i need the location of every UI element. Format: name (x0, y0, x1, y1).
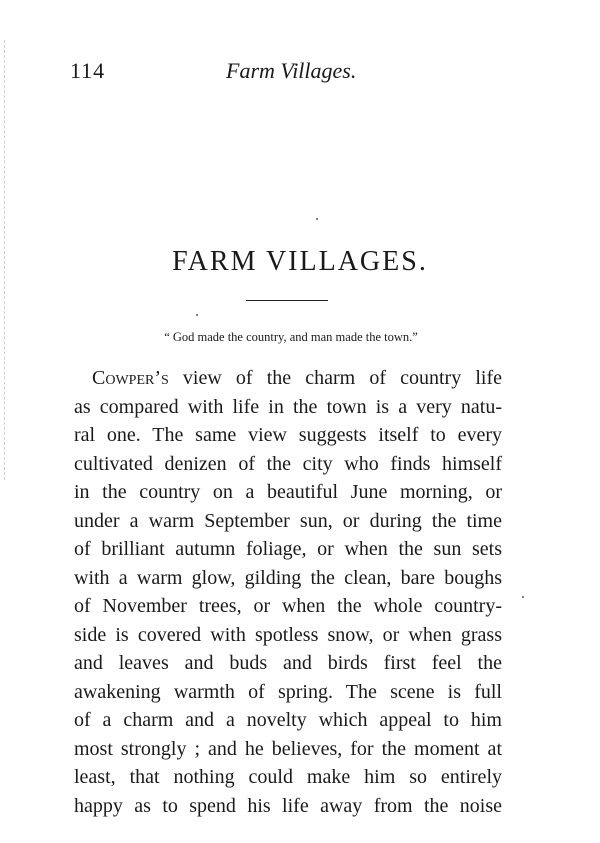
title-divider (246, 300, 328, 301)
body-line: happy as to spend his life away from the noise (74, 794, 502, 817)
body-line: with a warm glow, gilding the clean, bare boughs (74, 566, 502, 589)
body-text (74, 364, 502, 820)
body-line: as compared with life in the town is a very natu- (74, 395, 502, 418)
body-line: least, that nothing could make him so entirely (74, 766, 502, 788)
print-speck (196, 314, 198, 316)
page-number: 114 (70, 58, 106, 83)
drop-word: Cowper’s (92, 367, 169, 389)
chapter-title: FARM VILLAGES. (172, 246, 428, 277)
page-header (70, 58, 530, 88)
body-line: in the country on a beautiful June morning, or (74, 481, 502, 503)
body-line: most strongly ; and he believes, for the moment at (74, 737, 502, 760)
print-speck (522, 596, 524, 598)
body-line: of a charm and a novelty which appeal to him (74, 709, 502, 731)
body-line (74, 364, 502, 393)
running-head: Farm Villages. (226, 58, 357, 83)
body-line: and leaves and buds and birds first feel the (74, 652, 502, 674)
body-line: of November trees, or when the whole country- (74, 595, 502, 617)
body-line: side is covered with spotless snow, or when grass (74, 623, 502, 646)
body-line: under a warm September sun, or during the time (74, 509, 502, 532)
body-line: of brilliant autumn foliage, or when the sun sets (74, 538, 502, 560)
epigraph: “ God made the country, and man made the town.” (164, 330, 418, 344)
body-line: cultivated denizen of the city who finds himself (74, 452, 502, 475)
body-line: ral one. The same view suggests itself to every (74, 424, 502, 446)
body-line: awakening warmth of spring. The scene is full (74, 680, 502, 703)
print-speck (316, 218, 318, 220)
first-line-rest: view of the charm of country life (182, 367, 502, 389)
